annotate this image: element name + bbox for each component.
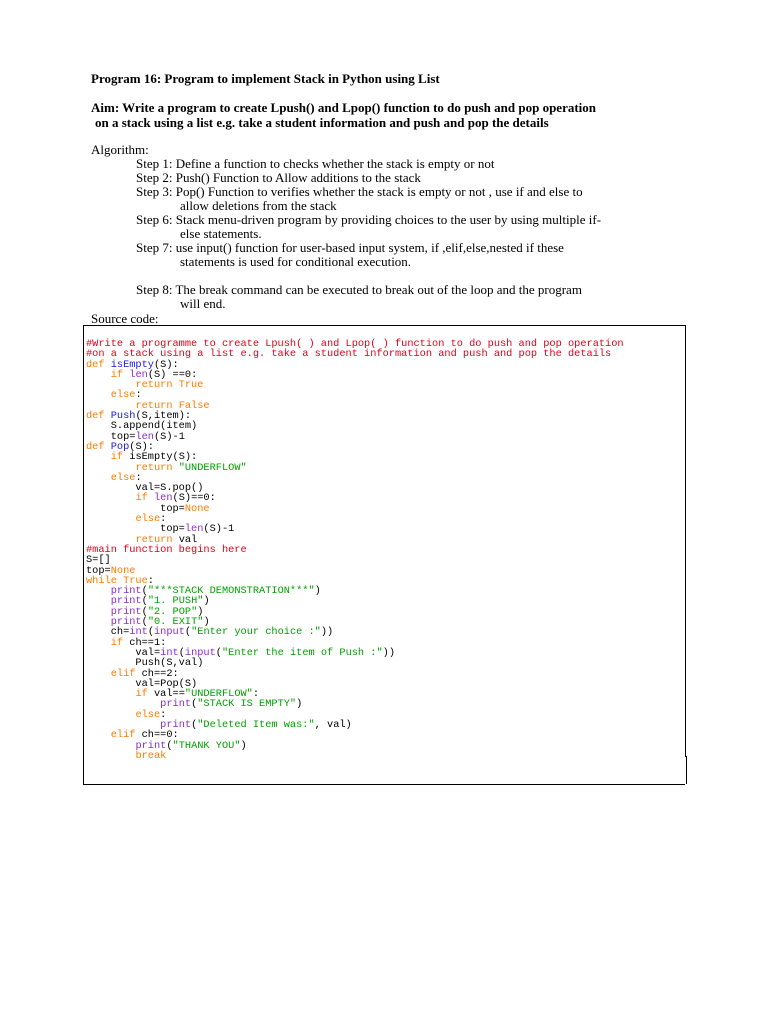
code-token: ) <box>203 595 210 608</box>
code-token: (S)==0: <box>172 492 216 505</box>
algorithm-step <box>136 241 564 269</box>
code-token: ) <box>314 585 321 598</box>
code-token: Push(S,val) <box>86 657 204 670</box>
box-border-tick <box>686 756 687 784</box>
code-token: : <box>160 708 167 721</box>
source-code-label: Source code: <box>91 311 159 326</box>
code-token: ch==2: <box>141 667 179 680</box>
code-token: #main function begins here <box>86 543 247 556</box>
code-token: int <box>129 626 148 639</box>
algorithm-step <box>136 213 601 241</box>
step-line-continued: statements is used for conditional execution. <box>180 254 412 269</box>
code-token: "Enter your choice :" <box>191 626 321 639</box>
code-token: def <box>86 358 111 371</box>
code-token: : <box>135 389 142 402</box>
code-token: S.append(item) <box>86 420 198 433</box>
code-token: top= <box>86 502 185 515</box>
code-token: print <box>135 739 167 752</box>
code-token: def <box>86 410 111 423</box>
step-line: Step 6: Stack menu-driven program by providing choices to the user by using multiple if- <box>136 212 602 227</box>
code-line <box>86 432 624 442</box>
code-token: ( <box>141 595 148 608</box>
step-line: Step 2: Push() Function to Allow additions to the stack <box>136 170 421 185</box>
code-line <box>86 627 624 637</box>
code-token: ) <box>240 739 247 752</box>
code-token: (S): <box>153 358 179 371</box>
code-token: if <box>135 492 154 505</box>
code-token: print <box>110 605 142 618</box>
code-token: return <box>135 533 179 546</box>
code-token: ch= <box>86 626 130 639</box>
code-token: len <box>184 523 204 536</box>
code-token: if <box>110 368 130 381</box>
code-token: ( <box>191 698 198 711</box>
code-token: : <box>147 574 154 587</box>
code-token: elif <box>110 729 142 742</box>
code-token: ( <box>141 605 148 618</box>
code-token: (S): <box>129 440 154 453</box>
code-token: val= <box>86 646 161 659</box>
code-token: print <box>110 616 142 629</box>
step-line-continued: will end. <box>180 296 226 311</box>
step-line: Step 7: use input() function for user-based input system, if ,elif,else,nested if these <box>136 240 564 255</box>
code-token: ( <box>141 616 148 629</box>
code-token: ch==1: <box>129 636 167 649</box>
code-token: "Enter the item of Push :" <box>221 646 383 659</box>
code-token: top= <box>86 523 185 536</box>
code-token: def <box>86 440 111 453</box>
code-token: None <box>110 564 136 577</box>
code-token: (S)-1 <box>203 523 235 536</box>
code-token: else <box>135 708 161 721</box>
program-title: Program 16: Program to implement Stack in Python using List <box>91 71 440 86</box>
code-token: S=[] <box>86 554 111 567</box>
code-token: (S,item): <box>135 410 192 423</box>
code-token: ( <box>178 646 185 659</box>
step-line: Step 3: Pop() Function to verifies whether the stack is empty or not , use if and else to <box>136 184 583 199</box>
code-token: print <box>160 718 192 731</box>
code-token: break <box>135 749 167 762</box>
step-line-continued: allow deletions from the stack <box>180 198 337 213</box>
algorithm-step <box>136 157 494 171</box>
code-token: print <box>160 698 192 711</box>
code-token: int <box>160 646 179 659</box>
code-token: print <box>110 595 142 608</box>
algorithm-heading: Algorithm: <box>91 142 149 157</box>
code-token: isEmpty(S): <box>129 451 198 464</box>
code-token: )) <box>320 626 334 639</box>
code-line <box>86 751 624 761</box>
code-token: else <box>135 513 161 526</box>
code-token: "UNDERFLOW" <box>184 688 253 701</box>
code-token: val=Pop(S) <box>86 677 198 690</box>
code-token: ) <box>203 616 210 629</box>
code-token: return <box>135 461 179 474</box>
code-token: ) <box>197 605 204 618</box>
code-token: else <box>110 471 136 484</box>
code-token: len <box>135 430 154 443</box>
code-token: ( <box>215 646 222 659</box>
code-token <box>86 750 135 762</box>
code-token: ch==0: <box>141 729 179 742</box>
code-token: "STACK IS EMPTY" <box>197 698 297 711</box>
algorithm-step <box>136 283 582 311</box>
algorithm-step <box>136 171 421 185</box>
code-token: return False <box>135 399 210 412</box>
code-line <box>86 504 624 514</box>
aim-line-2: on a stack using a list e.g. take a student information and push and pop the details <box>95 115 549 130</box>
code-token: if <box>110 451 130 464</box>
step-line-continued: else statements. <box>180 226 262 241</box>
code-token: len <box>129 368 148 381</box>
code-token: : <box>135 471 142 484</box>
code-token: else <box>110 389 136 402</box>
code-token: input <box>184 646 216 659</box>
code-token: print <box>110 585 142 598</box>
code-token: "UNDERFLOW" <box>178 461 247 474</box>
code-line <box>86 555 624 565</box>
code-line <box>86 699 624 709</box>
code-token: "0. EXIT" <box>147 616 204 629</box>
code-token: ( <box>191 718 198 731</box>
code-token: return True <box>135 379 204 392</box>
code-token: "1. PUSH" <box>147 595 204 608</box>
code-token: "2. POP" <box>147 605 198 618</box>
code-token: input <box>154 626 185 639</box>
code-token: , val) <box>314 718 352 731</box>
code-token: ( <box>147 626 154 639</box>
code-line <box>86 545 624 555</box>
step-line: Step 8: The break command can be executed to break out of the loop and the program <box>136 282 582 297</box>
code-token: "THANK YOU" <box>172 739 241 752</box>
code-token: ( <box>184 626 192 639</box>
code-line <box>86 566 624 576</box>
code-token: val <box>178 533 198 546</box>
code-token: ( <box>141 585 148 598</box>
code-token: top= <box>86 564 111 577</box>
code-token: )) <box>382 646 396 659</box>
code-token: Push <box>110 410 136 423</box>
code-token: if <box>135 688 154 701</box>
code-token: (S)-1 <box>153 430 185 443</box>
code-line <box>86 463 624 473</box>
code-token: #on a stack using a list e.g. take a student information and push and pop the details <box>86 348 612 361</box>
code-token: "***STACK DEMONSTRATION***" <box>147 585 315 598</box>
code-token: Pop <box>110 440 130 453</box>
code-token: if <box>110 636 130 649</box>
code-token: top= <box>86 430 136 443</box>
step-line: Step 1: Define a function to checks whether the stack is empty or not <box>136 156 495 171</box>
code-token: : <box>160 513 167 526</box>
code-token: elif <box>110 667 142 680</box>
code-line <box>86 380 624 390</box>
code-token: len <box>153 492 173 505</box>
source-code-block <box>86 339 624 761</box>
code-token: val== <box>153 688 185 701</box>
code-token: isEmpty <box>110 358 154 371</box>
code-token: #Write a programme to create Lpush( ) and Lpop( ) function to do push and pop operation <box>86 338 624 350</box>
code-token: while True <box>86 574 148 587</box>
algorithm-step <box>136 185 583 213</box>
code-token: ) <box>296 698 303 711</box>
code-token: "Deleted Item was:" <box>197 718 315 731</box>
code-line <box>86 741 624 751</box>
code-token: None <box>184 502 210 515</box>
code-token: (S) ==0: <box>147 368 198 381</box>
code-token: val=S.pop() <box>86 482 204 495</box>
code-token: ( <box>166 739 173 752</box>
aim-line-1: Aim: Write a program to create Lpush() and Lpop() function to do push and pop operation <box>91 100 597 115</box>
code-token: : <box>252 688 260 701</box>
